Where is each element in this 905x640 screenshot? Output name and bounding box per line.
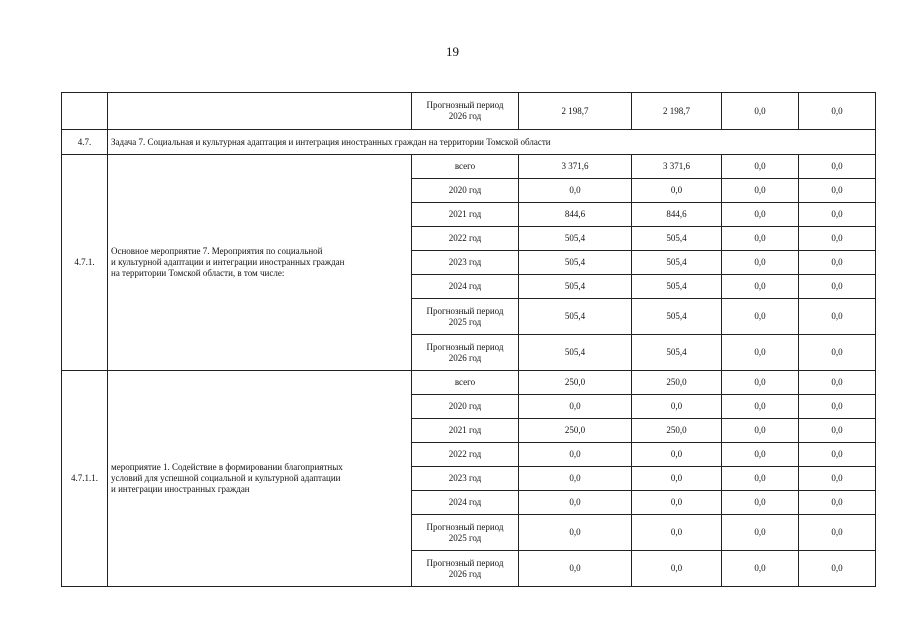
value-cell: 0,0: [519, 551, 632, 587]
table-body: [62, 93, 876, 587]
value-cell: 505,4: [632, 251, 722, 275]
value-cell: 0,0: [722, 371, 799, 395]
value-cell: 0,0: [519, 515, 632, 551]
value-cell: 0,0: [722, 491, 799, 515]
value-cell: 0,0: [722, 251, 799, 275]
value-cell: 0,0: [722, 443, 799, 467]
value-cell: 505,4: [519, 227, 632, 251]
value-cell: 0,0: [722, 203, 799, 227]
period-cell: Прогнозный период 2026 год: [412, 551, 519, 587]
table-row: [62, 371, 876, 395]
value-cell: 0,0: [519, 395, 632, 419]
period-cell: 2021 год: [412, 419, 519, 443]
value-cell: 505,4: [519, 299, 632, 335]
value-cell: 0,0: [799, 155, 876, 179]
value-cell: 0,0: [519, 179, 632, 203]
value-cell: 0,0: [632, 551, 722, 587]
value-cell: 0,0: [722, 299, 799, 335]
value-cell: 0,0: [632, 443, 722, 467]
value-cell: 505,4: [632, 299, 722, 335]
period-cell: Прогнозный период 2026 год: [412, 335, 519, 371]
value-cell: 0,0: [722, 179, 799, 203]
value-cell: 0,0: [799, 515, 876, 551]
value-cell: 0,0: [722, 551, 799, 587]
value-cell: 0,0: [799, 335, 876, 371]
period-cell: 2024 год: [412, 275, 519, 299]
value-cell: 505,4: [632, 335, 722, 371]
activity-description: мероприятие 1. Содействие в формировании благоприятных условий для успешной социальной и культурной адаптации и интеграции иностранных граждан: [108, 371, 412, 587]
period-cell: 2024 год: [412, 491, 519, 515]
value-cell: 0,0: [632, 515, 722, 551]
value-cell: 250,0: [632, 419, 722, 443]
value-cell: 0,0: [799, 275, 876, 299]
value-cell: 0,0: [722, 227, 799, 251]
value-cell: 844,6: [519, 203, 632, 227]
value-cell: 0,0: [799, 299, 876, 335]
value-cell: 0,0: [722, 515, 799, 551]
value-cell: 0,0: [632, 491, 722, 515]
value-cell: 0,0: [722, 395, 799, 419]
value-cell: 0,0: [722, 155, 799, 179]
value-cell: 0,0: [722, 419, 799, 443]
value-cell: 505,4: [519, 335, 632, 371]
period-cell: 2023 год: [412, 251, 519, 275]
value-cell: 2 198,7: [632, 93, 722, 130]
value-cell: 0,0: [519, 443, 632, 467]
period-cell: 2021 год: [412, 203, 519, 227]
period-cell: Прогнозный период 2026 год: [412, 93, 519, 130]
period-cell: всего: [412, 155, 519, 179]
value-cell: 0,0: [632, 395, 722, 419]
value-cell: 2 198,7: [519, 93, 632, 130]
activity-code: 4.7.1.1.: [62, 371, 108, 587]
description-cell: [108, 93, 412, 130]
value-cell: 250,0: [632, 371, 722, 395]
period-cell: 2020 год: [412, 395, 519, 419]
value-cell: 0,0: [632, 179, 722, 203]
activity-description: Основное мероприятие 7. Мероприятия по социальной и культурной адаптации и интеграции иностранных граждан на территории Томской области, в том числе:: [108, 155, 412, 371]
period-cell: 2023 год: [412, 467, 519, 491]
period-cell: 2022 год: [412, 227, 519, 251]
task-row: [62, 130, 876, 155]
value-cell: 3 371,6: [632, 155, 722, 179]
value-cell: 3 371,6: [519, 155, 632, 179]
table-row: [62, 93, 876, 130]
task-text: Задача 7. Социальная и культурная адаптация и интеграция иностранных граждан на территории Томской области: [108, 130, 876, 155]
value-cell: 0,0: [799, 251, 876, 275]
value-cell: 0,0: [519, 491, 632, 515]
value-cell: 505,4: [519, 275, 632, 299]
value-cell: 0,0: [799, 467, 876, 491]
value-cell: 505,4: [632, 275, 722, 299]
period-cell: 2022 год: [412, 443, 519, 467]
value-cell: 0,0: [799, 395, 876, 419]
value-cell: 0,0: [722, 335, 799, 371]
task-code: 4.7.: [62, 130, 108, 155]
value-cell: 0,0: [519, 467, 632, 491]
value-cell: 0,0: [722, 275, 799, 299]
value-cell: 0,0: [799, 203, 876, 227]
page-number: 19: [446, 44, 459, 59]
table-row: [62, 155, 876, 179]
period-cell: всего: [412, 371, 519, 395]
value-cell: 0,0: [799, 371, 876, 395]
period-cell: Прогнозный период 2025 год: [412, 515, 519, 551]
value-cell: 844,6: [632, 203, 722, 227]
period-cell: 2020 год: [412, 179, 519, 203]
value-cell: 0,0: [722, 467, 799, 491]
value-cell: 505,4: [519, 251, 632, 275]
value-cell: 250,0: [519, 371, 632, 395]
value-cell: 0,0: [799, 227, 876, 251]
budget-table: [61, 92, 876, 587]
value-cell: 0,0: [799, 551, 876, 587]
period-cell: Прогнозный период 2025 год: [412, 299, 519, 335]
value-cell: 0,0: [799, 419, 876, 443]
value-cell: 0,0: [799, 491, 876, 515]
value-cell: 0,0: [722, 93, 799, 130]
value-cell: 0,0: [799, 179, 876, 203]
value-cell: 505,4: [632, 227, 722, 251]
value-cell: 0,0: [632, 467, 722, 491]
value-cell: 0,0: [799, 93, 876, 130]
activity-code: 4.7.1.: [62, 155, 108, 371]
value-cell: 0,0: [799, 443, 876, 467]
code-cell: [62, 93, 108, 130]
value-cell: 250,0: [519, 419, 632, 443]
